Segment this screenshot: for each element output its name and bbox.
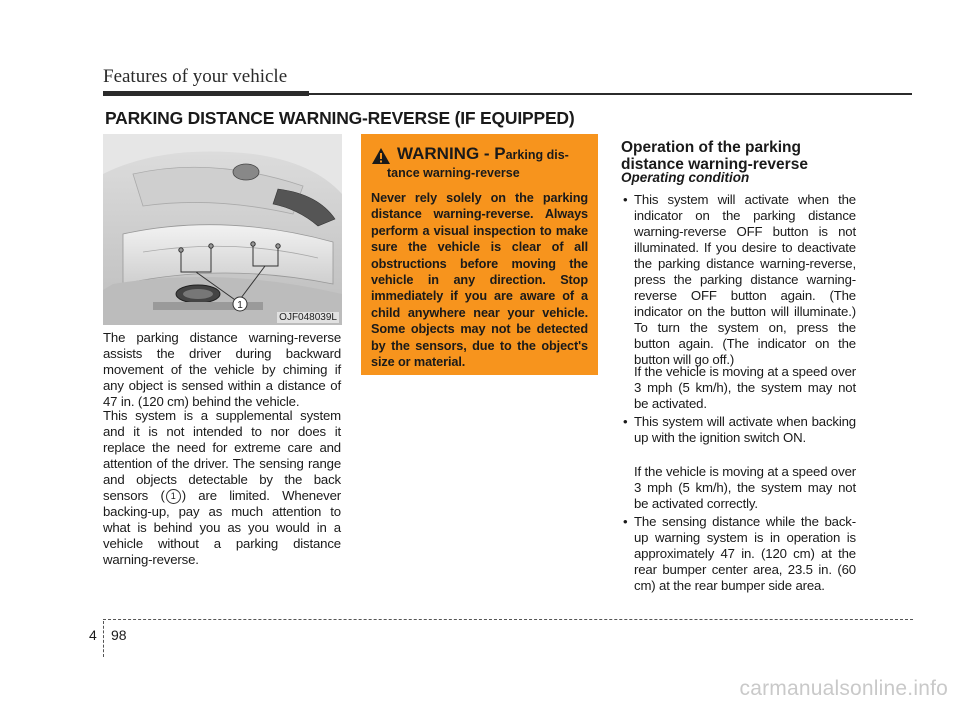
footer-divider [103,621,104,657]
rear-bumper-figure [103,134,342,325]
warning-subtitle: tance warning-reverse [387,166,520,180]
bullet-mark: • [623,414,628,429]
section-title: PARKING DISTANCE WARNING-REVERSE (IF EQUIPPED) [105,108,575,128]
supplemental-text-after: ) are limited. Whenever backing-up, pay as much attention to what is behind you as you would in a vehicle without a parking distance warning-reverse. [103,488,341,567]
supplemental-paragraph [103,408,341,568]
bullet-1 [623,192,856,368]
sensor-callout: 1 [166,489,181,504]
watermark: carmanualsonline.info [739,677,948,700]
operation-title: Operation of the parking distance warning-reverse [621,139,808,173]
warning-title [397,145,569,164]
operation-subtitle: Operating condition [621,170,750,185]
intro-paragraph: The parking distance warning-reverse assists the driver during backward movement of the vehicle by chiming if any object is sensed within a distance of 47 in. (120 cm) behind the vehicle. [103,330,341,409]
bullet-3 [623,514,856,594]
figure-code: OJF048039L [279,312,337,323]
warning-triangle-icon [371,147,391,165]
warning-title-small: arking dis- [505,148,569,162]
bullet-2 [623,414,856,446]
bullet-3-text: The sensing distance while the back-up warning system is in operation is approximately 47 in. (120 cm) at the rear bumper center area, 23.5 in. (60 cm) at the rear bumper side area. [634,514,856,593]
page-number: 98 [111,627,127,643]
warning-header [371,145,588,165]
bullet-2-text: This system will activate when backing up with the ignition switch ON. [634,414,856,445]
warning-body: Never rely solely on the parking distance warning-reverse. Always perform a visual inspection to make sure the vehicle is clear of all obstructions before moving the vehicle in any direction. Stop immediately if you are aware of a child anywhere near your vehicle. Some objects may not be detected by the sensors, due to the object's size or material. [371,191,588,370]
bullet-2-continuation: If the vehicle is moving at a speed over 3 mph (5 km/h), the system may not be activated correctly. [634,464,856,511]
bullet-mark: • [623,514,628,529]
figure-callout: 1 [237,300,243,311]
warning-title-big: WARNING - P [397,144,506,163]
header-rule-thick [103,91,309,96]
warning-box [361,134,598,375]
footer-rule [103,619,913,620]
bullet-1-continuation: If the vehicle is moving at a speed over 3 mph (5 km/h), the system may not be activated. [634,364,856,411]
header-rule-thin [309,93,912,95]
bullet-mark: • [623,192,628,207]
header-title: Features of your vehicle [103,66,288,87]
supplemental-text-before: This system is a supplemental system and it is not intended to nor does it replace the need for extreme care and attention of the driver. The sensing range and objects detectable by the back sensors ( [103,408,341,503]
bullet-1-text: This system will activate when the indicator on the parking distance warning-reverse OFF button is not illuminated. If you desire to deactivate the parking distance warning-reverse, press the parking distance warning-reverse OFF button again. (The indicator on the button will illuminate.) To turn the system on, press the button again. (The indicator on the button will go off.) [634,192,856,367]
chapter-number: 4 [89,627,97,643]
rear-bumper-illustration [103,134,342,325]
